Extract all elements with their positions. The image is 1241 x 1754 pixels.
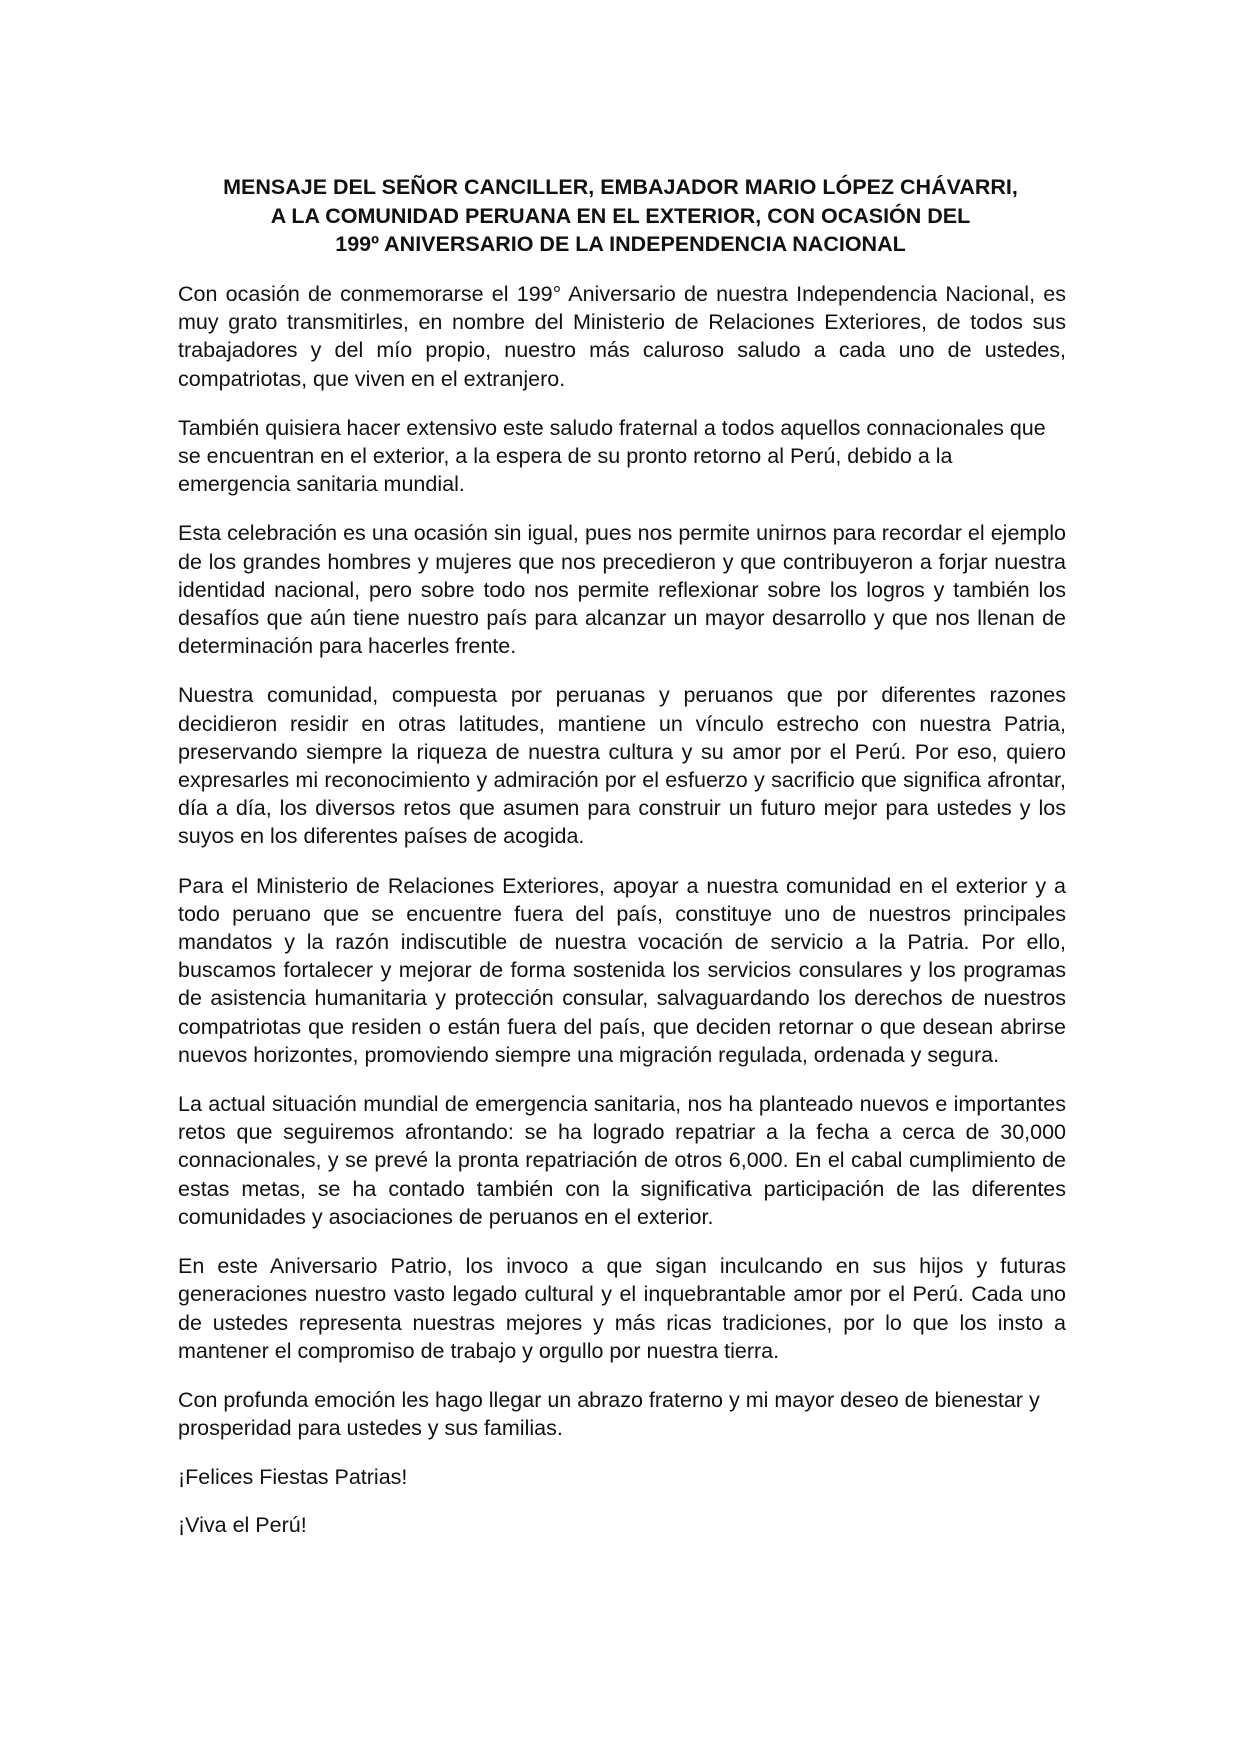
paragraph-extended-greeting: También quisiera hacer extensivo este saludo fraternal a todos aquellos connacionales que se encuentran en el exterior, a la espera de su pronto retorno al Perú, debido a la emergencia sanitaria mundial. <box>178 415 1046 497</box>
document-title <box>150 173 1091 259</box>
title-line-1: MENSAJE DEL SEÑOR CANCILLER, EMBAJADOR MARIO LÓPEZ CHÁVARRI, <box>223 175 1018 199</box>
title-line-2: A LA COMUNIDAD PERUANA EN EL EXTERIOR, CON OCASIÓN DEL <box>270 203 971 228</box>
paragraph-ministry: Para el Ministerio de Relaciones Exteriores, apoyar a nuestra comunidad en el exterior y a todo peruano que se encuentre fuera del país, constituye uno de nuestros principales mandatos y la razón indiscutible de nuestra vocación de servicio a la Patria. Por ello, buscamos fortalecer y mejorar de forma sostenida los servicios consulares y los programas de asistencia humanitaria y protección consular, salvaguardando los derechos de nuestros compatriotas que residen o están fuera del país, que deciden retornar o que desean abrirse nuevos horizontes, promoviendo siempre una migración regulada, ordenada y segura. <box>178 873 1066 1067</box>
paragraph-greeting: Con ocasión de conmemorarse el 199° Aniversario de nuestra Independencia Nacional, es muy grato transmitirles, en nombre del Ministerio de Relaciones Exteriores, de todos sus trabajadores y del mío propio, nuestro más caluroso saludo a cada uno de ustedes, compatriotas, que viven en el extranjero. <box>178 282 1066 391</box>
paragraph-celebration: Esta celebración es una ocasión sin igual, pues nos permite unirnos para recordar el ejemplo de los grandes hombres y mujeres que nos precedieron y que contribuyeron a forjar nuestra identidad nacional, pero sobre todo nos permite reflexionar sobre los logros y también los desafíos que aún tiene nuestro país para alcanzar un mayor desarrollo y que nos llenan de determinación para hacerles frente. <box>178 521 1066 659</box>
paragraph-embrace: Con profunda emoción les hago llegar un abrazo fraterno y mi mayor deseo de bienestar y prosperidad para ustedes y sus familias. <box>178 1387 1040 1441</box>
closing-viva-peru: ¡Viva el Perú! <box>178 1512 307 1537</box>
paragraph-anniversary: En este Aniversario Patrio, los invoco a que sigan inculcando en sus hijos y futuras generaciones nuestro vasto legado cultural y el inquebrantable amor por el Perú. Cada uno de ustedes representa nuestras mejores y más ricas tradiciones, por lo que los insto a mantener el compromiso de trabajo y orgullo por nuestra tierra. <box>178 1254 1066 1363</box>
message-body <box>178 280 1066 1558</box>
closing-fiestas-patrias: ¡Felices Fiestas Patrias! <box>178 1465 408 1490</box>
title-line-3: 199º ANIVERSARIO DE LA INDEPENDENCIA NACIONAL <box>335 232 906 256</box>
paragraph-community: Nuestra comunidad, compuesta por peruanas y peruanos que por diferentes razones decidieron residir en otras latitudes, mantiene un vínculo estrecho con nuestra Patria, preservando siempre la riqueza de nuestra cultura y su amor por el Perú. Por eso, quiero expresarles mi reconocimiento y admiración por el esfuerzo y sacrificio que significa afrontar, día a día, los diversos retos que asumen para construir un futuro mejor para ustedes y los suyos en los diferentes países de acogida. <box>178 683 1066 849</box>
paragraph-emergency: La actual situación mundial de emergencia sanitaria, nos ha planteado nuevos e importantes retos que seguiremos afrontando: se ha logrado repatriar a la fecha a cerca de 30,000 connacionales, y se prevé la pronta repatriación de otros 6,000. En el cabal cumplimiento de estas metas, se ha contado también con la significativa participación de las diferentes comunidades y asociaciones de peruanos en el exterior. <box>178 1092 1066 1229</box>
